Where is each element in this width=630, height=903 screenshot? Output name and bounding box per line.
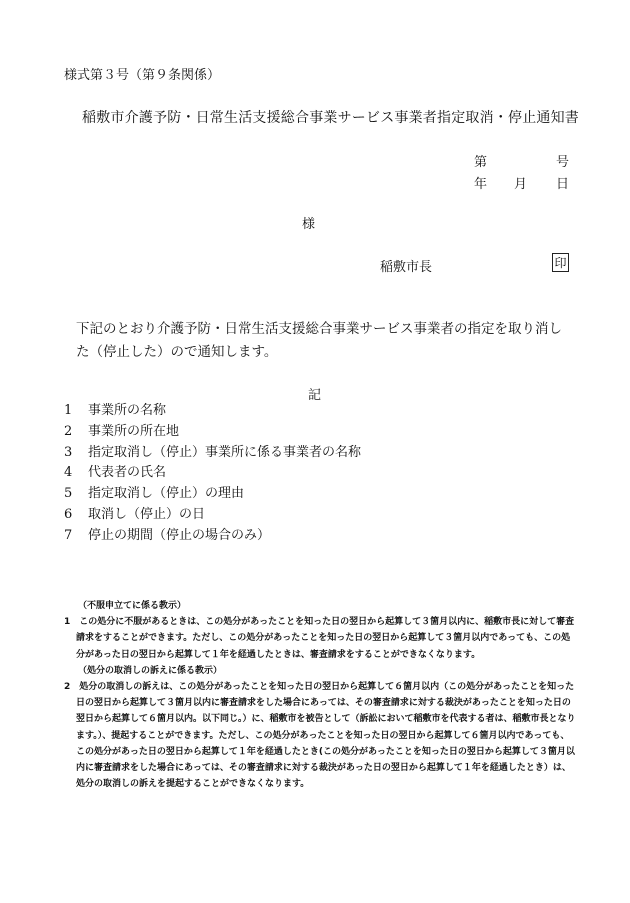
appeal-notice [64,598,576,792]
addressee-suffix: 様 [302,217,316,232]
notice-heading-lawsuit: （処分の取消しの訴えに係る教示） [78,665,223,676]
number-suffix: 号 [556,155,570,170]
item-list [64,401,361,547]
date-day: 日 [556,177,570,192]
sender-name: 稲敷市長 [380,260,433,275]
date-year: 年 [474,177,488,192]
ki-heading: 記 [308,388,322,403]
list-item: 1 事業所の名称 [64,403,167,418]
body-paragraph [62,318,572,364]
list-item: 7 停止の期間（停止の場合のみ） [64,527,271,543]
notice-paragraph-appeal: 1 この処分に不服があるときは、この処分があったことを知った日の翌日から起算して３箇月以内に、稲敷市長に対して審査請求をすることができます。ただし、この処分があったことを知った日の翌日から起算して３箇月以内であっても、この処分があった日の翌日から起算して１年を経過したときは、審査請求をすることができなくなります。 [64,617,575,660]
list-item: 5 指定取消し（停止）の理由 [64,486,245,502]
list-item: 3 指定取消し（停止）事業所に係る事業者の名称 [64,444,362,460]
notice-paragraph-lawsuit: 2 処分の取消しの訴えは、この処分があったことを知った日の翌日から起算して６箇月以内（この処分があったことを知った日の翌日から起算して３箇月以内に審査請求をした場合にあっては、その審査請求に対する裁決があったことを知った日の翌日から起算して６箇月以内。以下同じ。）に、稲敷市を被告として（訴訟において稲敷市を代表する者は、稲敷市長となります。）、提起することができます。ただし、この処分があったことを知った日の翌日から起算して６箇月以内であっても、この処分があった日の翌日から起算して１年を経過したとき(この処分があったことを知った日の翌日から起算して３箇月以内に審査請求をした場合にあっては、その審査請求に対する裁決があった日の翌日から起算して１年を経過したとき）は、処分の取消しの訴えを提起することができなくなります。 [64,682,576,790]
body-text: 下記のとおり介護予防・日常生活支援総合事業サービス事業者の指定を取り消した（停止した）ので通知します。 [76,321,562,360]
date-month: 月 [514,177,528,192]
list-item: 6 取消し（停止）の日 [64,506,206,522]
list-item: 4 代表者の氏名 [64,465,167,481]
form-id: 様式第３号（第９条関係） [64,68,221,83]
number-prefix: 第 [474,155,488,170]
document-title: 稲敷市介護予防・日常生活支援総合事業サービス事業者指定取消・停止通知書 [82,110,579,126]
notice-heading-appeal: （不服申立てに係る教示） [78,601,187,611]
list-item: 2 事業所の所在地 [64,423,180,439]
seal-box: 印 [552,253,569,272]
